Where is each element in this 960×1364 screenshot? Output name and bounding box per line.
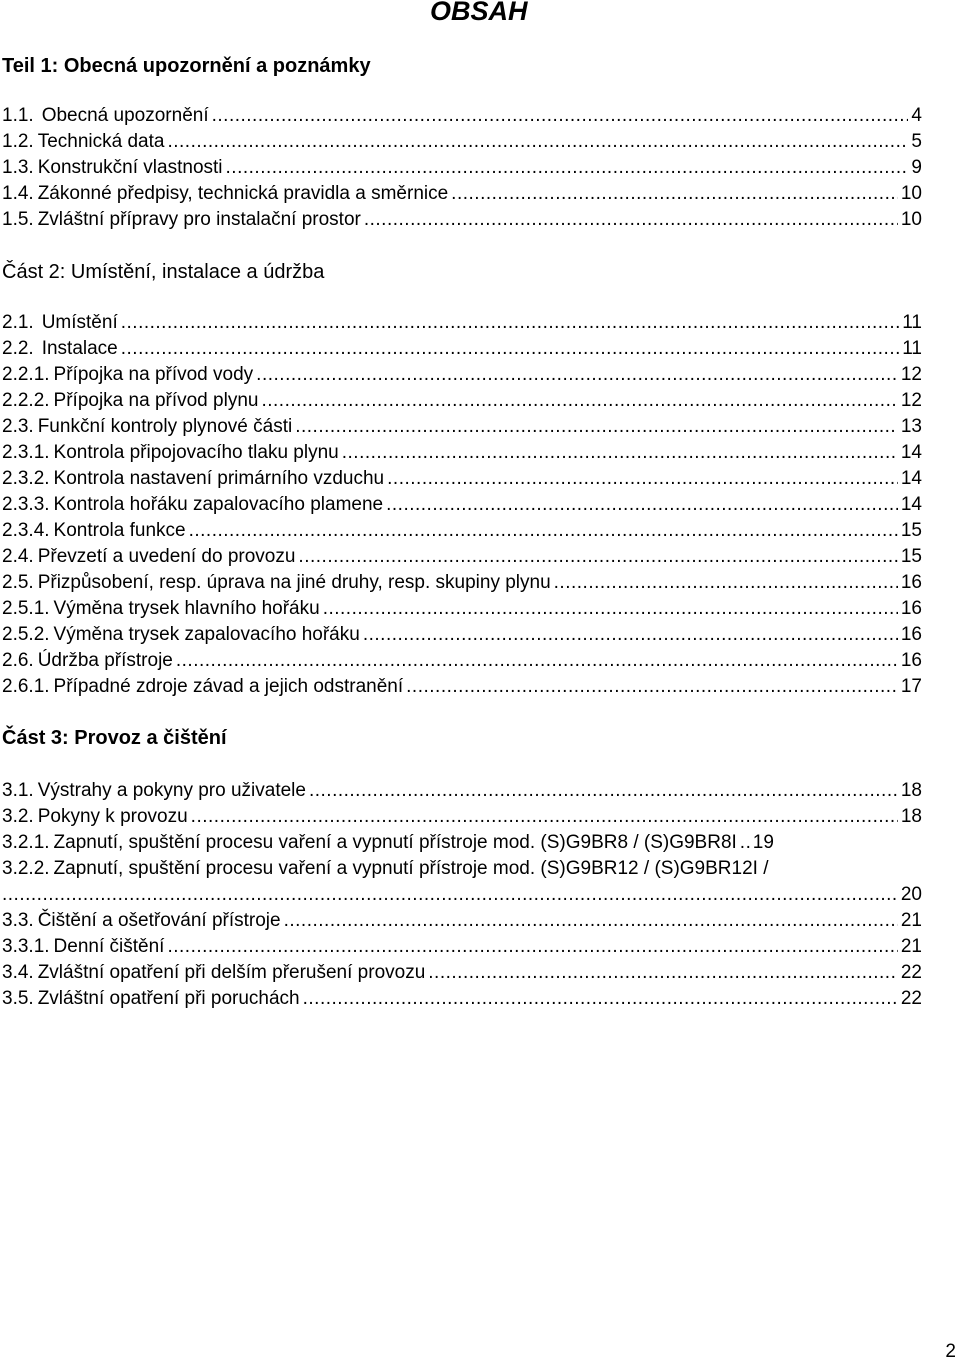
- toc-entry-number: 2.6.: [2, 650, 34, 671]
- toc-list-1: [2, 103, 922, 233]
- toc-entry-continuation[interactable]: [2, 882, 922, 908]
- toc-entry-number: 1.5.: [2, 209, 34, 230]
- toc-leader-dots: [189, 518, 898, 544]
- toc-leader-dots: [323, 596, 898, 622]
- toc-entry-page: 22: [900, 962, 922, 983]
- toc-entry-page: 12: [900, 364, 922, 385]
- toc-entry[interactable]: [2, 440, 922, 466]
- toc-entry-number: 1.4.: [2, 183, 34, 204]
- toc-entry-title: Výměna trysek zapalovacího hořáku: [53, 624, 360, 645]
- toc-entry-page: 16: [900, 572, 922, 593]
- toc-entry-number: 3.2.1.: [2, 832, 50, 853]
- toc-entry-title: Funkční kontroly plynové části: [37, 416, 293, 437]
- toc-entry-title: Zákonné předpisy, technická pravidla a směrnice: [37, 183, 449, 204]
- toc-entry[interactable]: [2, 310, 922, 336]
- toc-entry-number: 3.2.: [2, 806, 34, 827]
- toc-entry-number: 2.6.1.: [2, 676, 50, 697]
- toc-entry-title: Zvláštní opatření při poruchách: [37, 988, 300, 1009]
- toc-leader-dots: [451, 181, 898, 207]
- toc-entry-page: 21: [900, 936, 922, 957]
- toc-entry[interactable]: [2, 336, 922, 362]
- toc-leader-dots: [342, 440, 898, 466]
- toc-entry-title: Výměna trysek hlavního hořáku: [53, 598, 320, 619]
- toc-entry[interactable]: [2, 362, 922, 388]
- toc-entry-page: 17: [900, 676, 922, 697]
- toc-entry-title: Konstrukční vlastnosti: [37, 157, 223, 178]
- toc-leader-dots: [121, 310, 900, 336]
- toc-entry-title: Kontrola připojovacího tlaku plynu: [53, 442, 339, 463]
- toc-entry-number: 3.5.: [2, 988, 34, 1009]
- toc-entry-title: Instalace: [41, 338, 118, 359]
- toc-entry-number: 2.3.2.: [2, 468, 50, 489]
- toc-entry-number: 1.3.: [2, 157, 34, 178]
- toc-entry-number: 2.5.1.: [2, 598, 50, 619]
- toc-entry-page: 10: [900, 209, 922, 230]
- toc-entry[interactable]: [2, 466, 922, 492]
- toc-entry[interactable]: [2, 155, 922, 181]
- toc-leader-dots: [121, 336, 900, 362]
- toc-entry-title: Obecná upozornění: [41, 105, 209, 126]
- toc-entry[interactable]: [2, 934, 922, 960]
- toc-leader-dots: [363, 622, 898, 648]
- toc-entry-title: Kontrola hořáku zapalovacího plamene: [53, 494, 384, 515]
- toc-entry-number: 3.1.: [2, 780, 34, 801]
- toc-entry-title: Umístění: [41, 312, 118, 333]
- toc-entry-number: 2.3.1.: [2, 442, 50, 463]
- toc-entry-page: 14: [900, 442, 922, 463]
- toc-leader-dots: [303, 986, 898, 1012]
- toc-entry-number: 3.4.: [2, 962, 34, 983]
- toc-entry[interactable]: [2, 804, 922, 830]
- toc-entry-number: 3.3.1.: [2, 936, 50, 957]
- toc-entry-page: 19: [752, 832, 774, 853]
- toc-leader-dots: [428, 960, 898, 986]
- toc-entry-title: Zapnutí, spuštění procesu vaření a vypnutí přístroje mod. (S)G9BR12 / (S)G9BR12I /: [53, 858, 769, 879]
- toc-entry-title: Pokyny k provozu: [37, 806, 188, 827]
- toc-entry-page: 11: [902, 338, 922, 359]
- toc-entry-number: 2.5.: [2, 572, 34, 593]
- toc-entry[interactable]: [2, 388, 922, 414]
- toc-entry[interactable]: [2, 544, 922, 570]
- toc-entry-title: Zvláštní opatření při delším přerušení provozu: [37, 962, 426, 983]
- toc-entry[interactable]: [2, 570, 922, 596]
- toc-entry-title: Kontrola nastavení primárního vzduchu: [53, 468, 385, 489]
- toc-entry-title: Denní čištění: [53, 936, 165, 957]
- section-heading-1: Teil 1: Obecná upozornění a poznámky: [2, 55, 371, 77]
- toc-entry[interactable]: [2, 622, 922, 648]
- toc-leader-dots: [740, 830, 750, 856]
- toc-entry-page: 11: [902, 312, 922, 333]
- section-heading-2: Část 2: Umístění, instalace a údržba: [2, 261, 325, 283]
- toc-leader-dots: [261, 388, 897, 414]
- toc-leader-dots: [167, 934, 897, 960]
- toc-leader-dots: [406, 674, 898, 700]
- toc-entry[interactable]: [2, 181, 922, 207]
- toc-entry-page: 18: [900, 780, 922, 801]
- toc-entry-page: 14: [900, 468, 922, 489]
- toc-entry[interactable]: [2, 986, 922, 1012]
- toc-leader-dots: [167, 129, 908, 155]
- toc-entry-title: Převzetí a uvedení do provozu: [37, 546, 296, 567]
- toc-entry-page: 16: [900, 598, 922, 619]
- toc-entry-title: Zapnutí, spuštění procesu vaření a vypnutí přístroje mod. (S)G9BR8 / (S)G9BR8I: [53, 832, 737, 853]
- toc-entry-page: 16: [900, 624, 922, 645]
- toc-entry-number: 2.2.2.: [2, 390, 50, 411]
- toc-entry[interactable]: [2, 648, 922, 674]
- toc-leader-dots: [309, 778, 898, 804]
- toc-entry-page: 20: [900, 884, 922, 905]
- toc-entry[interactable]: [2, 960, 922, 986]
- toc-entry-page: 22: [900, 988, 922, 1009]
- toc-entry-page: 18: [900, 806, 922, 827]
- toc-entry[interactable]: [2, 492, 922, 518]
- toc-entry-number: 2.3.3.: [2, 494, 50, 515]
- toc-entry[interactable]: [2, 129, 922, 155]
- toc-entry[interactable]: [2, 596, 922, 622]
- toc-leader-dots: [295, 414, 898, 440]
- toc-entry[interactable]: [2, 103, 922, 129]
- toc-entry-page: 5: [911, 131, 922, 152]
- toc-entry-page: 4: [911, 105, 922, 126]
- toc-entry-title: Zvláštní přípravy pro instalační prostor: [37, 209, 361, 230]
- toc-entry-title: Přípojka na přívod plynu: [53, 390, 259, 411]
- toc-leader-dots: [191, 804, 898, 830]
- toc-entry-title: Případné zdroje závad a jejich odstranění: [53, 676, 404, 697]
- toc-entry[interactable]: [2, 830, 922, 856]
- toc-entry-title: Čištění a ošetřování přístroje: [37, 910, 281, 931]
- toc-entry-number: 2.1.: [2, 312, 34, 333]
- toc-list-2: [2, 310, 922, 700]
- toc-entry-number: 2.2.1.: [2, 364, 50, 385]
- toc-entry[interactable]: [2, 856, 922, 882]
- toc-entry[interactable]: [2, 518, 922, 544]
- toc-entry-title: Přizpůsobení, resp. úprava na jiné druhy, resp. skupiny plynu: [37, 572, 551, 593]
- toc-entry[interactable]: [2, 414, 922, 440]
- toc-entry-page: 21: [900, 910, 922, 931]
- toc-entry-title: Přípojka na přívod vody: [53, 364, 254, 385]
- toc-entry[interactable]: [2, 207, 922, 233]
- toc-leader-dots: [256, 362, 898, 388]
- toc-entry[interactable]: [2, 778, 922, 804]
- page-title: OBSAH: [430, 0, 528, 26]
- toc-entry-number: 2.3.4.: [2, 520, 50, 541]
- toc-entry-title: Kontrola funkce: [53, 520, 186, 541]
- toc-entry-number: 1.2.: [2, 131, 34, 152]
- toc-leader-dots: [364, 207, 898, 233]
- toc-leader-dots: [212, 103, 909, 129]
- toc-leader-dots: [554, 570, 898, 596]
- toc-entry-page: 12: [900, 390, 922, 411]
- toc-entry[interactable]: [2, 908, 922, 934]
- section-heading-3: Část 3: Provoz a čištění: [2, 727, 227, 749]
- toc-leader-dots: [226, 155, 909, 181]
- toc-entry[interactable]: [2, 674, 922, 700]
- toc-leader-dots: [284, 908, 898, 934]
- toc-entry-title: Údržba přístroje: [37, 650, 173, 671]
- toc-entry-page: 13: [900, 416, 922, 437]
- toc-entry-number: 2.2.: [2, 338, 34, 359]
- toc-entry-number: 1.1.: [2, 105, 34, 126]
- toc-entry-number: 2.5.2.: [2, 624, 50, 645]
- toc-entry-title: Technická data: [37, 131, 165, 152]
- toc-entry-number: 2.3.: [2, 416, 34, 437]
- toc-entry-page: 10: [900, 183, 922, 204]
- toc-leader-dots: [2, 882, 898, 908]
- toc-entry-number: 3.3.: [2, 910, 34, 931]
- page-number: 2: [945, 1341, 956, 1362]
- toc-entry-title: Výstrahy a pokyny pro uživatele: [37, 780, 306, 801]
- toc-entry-page: 9: [911, 157, 922, 178]
- toc-entry-page: 15: [900, 520, 922, 541]
- toc-entry-page: 16: [900, 650, 922, 671]
- toc-entry-page: 15: [900, 546, 922, 567]
- toc-leader-dots: [176, 648, 898, 674]
- toc-entry-number: 3.2.2.: [2, 858, 50, 879]
- toc-entry-number: 2.4.: [2, 546, 34, 567]
- toc-leader-dots: [298, 544, 897, 570]
- toc-entry-page: 14: [900, 494, 922, 515]
- toc-list-3: [2, 778, 922, 1012]
- toc-leader-dots: [386, 492, 898, 518]
- toc-leader-dots: [387, 466, 898, 492]
